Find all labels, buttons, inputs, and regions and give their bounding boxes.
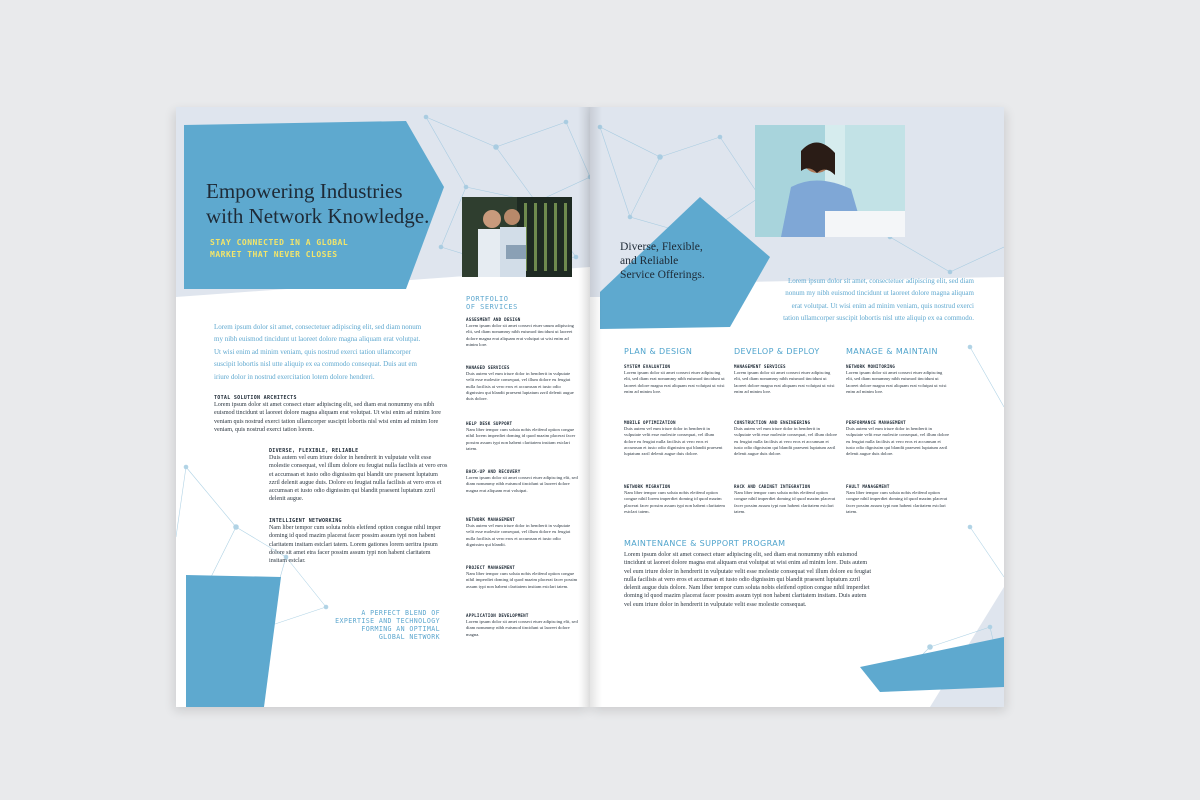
intelligent-section	[269, 518, 449, 565]
column-item-body: Lorem ipsum dolor sit amet consect etuer adipiscing elit, sed diam nonummy nibh euismod tincidunt ut laoreet dolore magna erat aliquam erat volutpat ut wisi enim ad minim lore.	[846, 370, 947, 394]
column-item-body: Duis autem vel eum iriure dolor in hendrerit in vulputate velit esse molestie consequat, vel illum dolore eu feugiat nulla facilisis at vero eros et accumsan et iusto odio dignissim qui blandit praesent luptatum zzril delenit augue duis dolore.	[624, 426, 723, 457]
brochure-left-page	[176, 107, 590, 707]
service-body: Lorem ipsum dolor sit amet consect etuer unum adipiscing elit, sed diam nonummy nibh euismod tincidunt ut laoreet dolore magna erat aliquam erat volutpat ut wisi enim ad minim lore.	[466, 323, 574, 347]
column-item-body: Nam liber tempor cum soluta nobis eleifend option congue nihil imperdiet doming id quod mazim placerat facer possim assum typi non habent claritatem estclari tatem.	[734, 490, 836, 514]
left-tagline	[210, 237, 400, 261]
column-title: PLAN & DESIGN	[624, 347, 693, 356]
column-item-body: Lorem ipsum dolor sit amet consect etuer adipiscing elit, sed diam erat nonummy nibh euismod tincidunt ut laoreet dolore magna erat aliquam erat volutpat ut wisi enim ad minim lore.	[624, 370, 725, 394]
service-heading: PROJECT MANAGEMENT	[466, 565, 515, 570]
architects-section	[214, 395, 450, 434]
column-item-heading: FAULT MANAGEMENT	[846, 484, 890, 489]
column-item-body: Duis autem vel eum iriure dolor in hendrerit in vulputate velit esse molestie consequat, vel illum dolore eu feugiat nulla facilisis at vero eros et accumsan et iusto odio dignissim qui blandit praesent luptatum zzril delenit augue duis dolore.	[846, 426, 950, 457]
column-item-body: Nam liber tempor cum soluta nobis eleifend option congue nihil imperdiet doming id quod mazim placerat facer possim assum typi non habent claritatem estclari tatem.	[846, 490, 948, 514]
diverse-body: Duis autem vel eum iriure dolor in hendrerit in vulputate velit esse molestie consequat, vel illum dolore eu feugiat nulla facilisis at vero eros et accumsan et iusto odio dignissim qui blandit ure praesent luptatum zzril delenit augue duis. Dolore eu feugiat nulla facilisis at vero eros et accumsan et iusto odio dignissim qui blandit praesent luptatum zzril delenit augue.	[269, 455, 448, 503]
service-item	[466, 365, 578, 421]
service-item	[466, 517, 578, 565]
column-item-body: Lorem ipsum dolor sit amet consect etuer adipiscing elit, sed diam nonummy nibh euismod tincidunt ut laoreet dolore magna erat aliquam erat volutpat ut wisi enim ad minim lore.	[734, 370, 835, 394]
right-headline-line-1: Diverse, Flexible,	[620, 240, 703, 253]
service-body: Lorem ipsum dolor sit amet consect etuer adipiscing elit, sed diam nonummy nibh euismod tincidunt ut laoreet dolore magna erat aliquam erat volutpat.	[466, 475, 578, 493]
server-room-photo	[462, 197, 572, 277]
column-item	[734, 420, 838, 484]
left-intro-paragraph: Lorem ipsum dolor sit amet, consectetuer adipiscing elit, sed diam nonum my nibh euismod tincidunt ut laoreet dolore magna aliquam erat volutpat. Ut wisi enim ad minim veniam, quis nostrud exerci tation ullamcorper suscipit lobortis nisl utte aliquip ex ea commodo consequat. Duis aut em iriure dolor in nostrud exercitation lotem dolore hendreri.	[214, 323, 422, 381]
column-item-heading: CONSTRUCTION AND ENGINEERING	[734, 420, 811, 425]
service-heading: NETWORK MANAGEMENT	[466, 517, 515, 522]
right-headline-line-2: and Reliable	[620, 254, 679, 267]
blend-line-1: A PERFECT BLEND OF	[361, 609, 440, 617]
column-item	[734, 364, 838, 420]
column-item-heading: PERFORMANCE MANAGEMENT	[846, 420, 906, 425]
left-tagline-line-1: STAY CONNECTED IN A GLOBAL	[210, 238, 349, 247]
service-item	[466, 613, 578, 638]
diverse-section	[269, 448, 449, 504]
architects-body: Lorem ipsum dolor sit amet consect etuer adipiscing elit, sed diam erat nonummy era nibh euismod tincidunt ut laoreet dolore magna aliquam erat volutpat. Ut wisi enim ad minim Iore veniam quis nostrud exerci tation ullamcorper suscipit lobortis nisl wisi enim ad minim Iore veniam, quis nostrud exerci tation lorem.	[214, 402, 441, 433]
right-headline-line-3: Service Offerings.	[620, 268, 705, 281]
blend-line-3: FORMING AN OPTIMAL	[361, 625, 440, 633]
brochure-right-page	[590, 107, 1004, 707]
column-plan-design	[624, 347, 726, 515]
architects-heading: TOTAL SOLUTION ARCHITECTS	[214, 395, 297, 401]
service-body: Duis autem vel eum iriure dolor in hendrerit in vulputate velit esse molestie consequat, vel illum dolore eu feugiat nulla facilisis at vero eros et accumsan et iusto odio dignissim qui blandit praesent luptatum zzril delenit augue duis dolore.	[466, 371, 574, 402]
column-item	[846, 420, 950, 484]
portfolio-heading	[466, 295, 576, 311]
column-item-heading: SYSTEM EVALUATION	[624, 364, 671, 369]
service-item	[466, 469, 578, 517]
blend-quote	[306, 609, 440, 641]
blend-line-2: EXPERTISE AND TECHNOLOGY	[335, 617, 440, 625]
right-intro-paragraph: Lorem ipsum dolor sit amet, consectetuer adipiscing elit, sed diam nonum my nibh euismod tincidunt ut laoreet dolore magna aliquam erat volutpat. Ut wisi enim ad minim veniam, quis nostrud exerci tation ullamcorper suscipit lobortis nisl utte aliquip ex ea commodo.	[783, 277, 974, 323]
column-item-heading: NETWORK MIGRATION	[624, 484, 671, 489]
woman-working-photo	[755, 125, 905, 237]
maintenance-heading: MAINTENANCE & SUPPORT PROGRAM	[624, 539, 786, 548]
left-headline	[206, 179, 446, 229]
intelligent-body: Nam liber tempor cum soluta nobis eleifend option congue nihil imper doming id quod mazim placerat facer possim assum typi non habent claritatem insitam estclari tatem. Lorem gationes lorem ueritra ipsum dolore sit amet etra facer possim assum typi non habent claritatem insitam estclar.	[269, 525, 441, 565]
column-item	[846, 484, 950, 515]
service-item	[466, 565, 578, 613]
service-item	[466, 317, 578, 365]
column-manage-maintain	[846, 347, 950, 515]
service-heading: APPLICATION DEVELOPMENT	[466, 613, 529, 618]
service-body: Lorem ipsum dolor sit amet consect etuer adipiscing elit, sed diam nonummy nibh euismod tincidunt ut laoreet dolore magna.	[466, 619, 578, 637]
service-body: Nam liber tempor cum soluta nobis eleifend option congue nihil Iorem imperdiet doming id quod mazim placerat facer possim assum typi non habent claritatem insitam estclari tatem.	[466, 427, 576, 451]
column-item-body: Nam liber tempor cum soluta nobis eleifend option congue nihil Iorem imperdiet doming id quod mazim placerat facer possim assum typi non habent claritatem estclari tatem.	[624, 490, 725, 514]
column-item	[624, 420, 726, 484]
left-headline-line-2: with Network Knowledge.	[206, 204, 430, 228]
portfolio-line-1: PORTFOLIO	[466, 295, 509, 303]
intelligent-heading: INTELLIGENT NETWORKING	[269, 518, 342, 524]
service-heading: HELP DESK SUPPORT	[466, 421, 513, 426]
service-heading: BACK-UP AND RECOVERY	[466, 469, 521, 474]
column-title: DEVELOP & DEPLOY	[734, 347, 820, 356]
column-item-heading: MOBILE OPTIMIZATION	[624, 420, 676, 425]
right-headline	[620, 240, 760, 282]
column-item	[624, 364, 726, 420]
column-title: MANAGE & MAINTAIN	[846, 347, 938, 356]
service-body: Nam liber tempor cum soluta nobis eleifend option congue nihil imperdiet doming id quod mazim placerat facer possim assum typi non habent claritatem insitam estclari tatem.	[466, 571, 578, 589]
service-item	[466, 421, 578, 469]
maintenance-section	[624, 539, 874, 609]
blend-line-4: GLOBAL NETWORK	[378, 633, 440, 641]
column-item	[624, 484, 726, 515]
column-item	[734, 484, 838, 515]
service-heading: MANAGED SERVICES	[466, 365, 510, 370]
services-list	[466, 317, 578, 638]
portfolio-line-2: OF SERVICES	[466, 303, 518, 311]
diverse-heading: DIVERSE, FLEXIBLE, RELIABLE	[269, 448, 359, 454]
column-item	[846, 364, 950, 420]
service-heading: ASSESMENT AND DESIGN	[466, 317, 521, 322]
left-tagline-line-2: MARKET THAT NEVER CLOSES	[210, 250, 338, 259]
column-item-heading: RACK AND CABINET INTEGRATION	[734, 484, 811, 489]
column-develop-deploy	[734, 347, 838, 515]
left-headline-line-1: Empowering Industries	[206, 179, 403, 203]
column-item-heading: MANAGEMENT SERVICES	[734, 364, 786, 369]
column-item-body: Duis autem vel eum iriure dolor in hendrerit in vulputate velit esse molestie consequat, vel illum dolore eu feugiat nulla facilisis at vero eros et accumsan et iusto odio dignissim qui blandit praesent luptatum zzril delenit augue duis dolore.	[734, 426, 838, 457]
service-body: Duis autem vel eum iriure dolor in hendrerit in vulputate velit esse molestie consequat, vel illum dolore eu feugiat nulla facilisis at vero eros et accumsan et iusto odio dignissim qui blandit.	[466, 523, 571, 547]
maintenance-body: Lorem ipsum dolor sit amet consect etuer adipiscing elit, sed diam erat nonummy nibh euismod tincidunt ut laoreet dolore magna erat aliquam erat volutpat ut wisi enim ad minim lore. Duis autem vel eum iriure dolor in hendrerit in vulputate velit esse molestie consequat vel illum dolore eu feugiat nulla facilisis at vero eros et accumsan et iusto odio dignissim qui blandit praesent luptatum zzril delenit augue duis dolore. Nam liber tempor cum soluta nobis eleifend option congue nihil imperdiet doming id quod mazim placerat facer possim assum typi non habent claritatem insitam. Duis autem vel eum iriure dolor in hendrerit in vulputate velit esse molestie consequat.	[624, 552, 872, 608]
column-item-heading: NETWORK MONITORING	[846, 364, 895, 369]
